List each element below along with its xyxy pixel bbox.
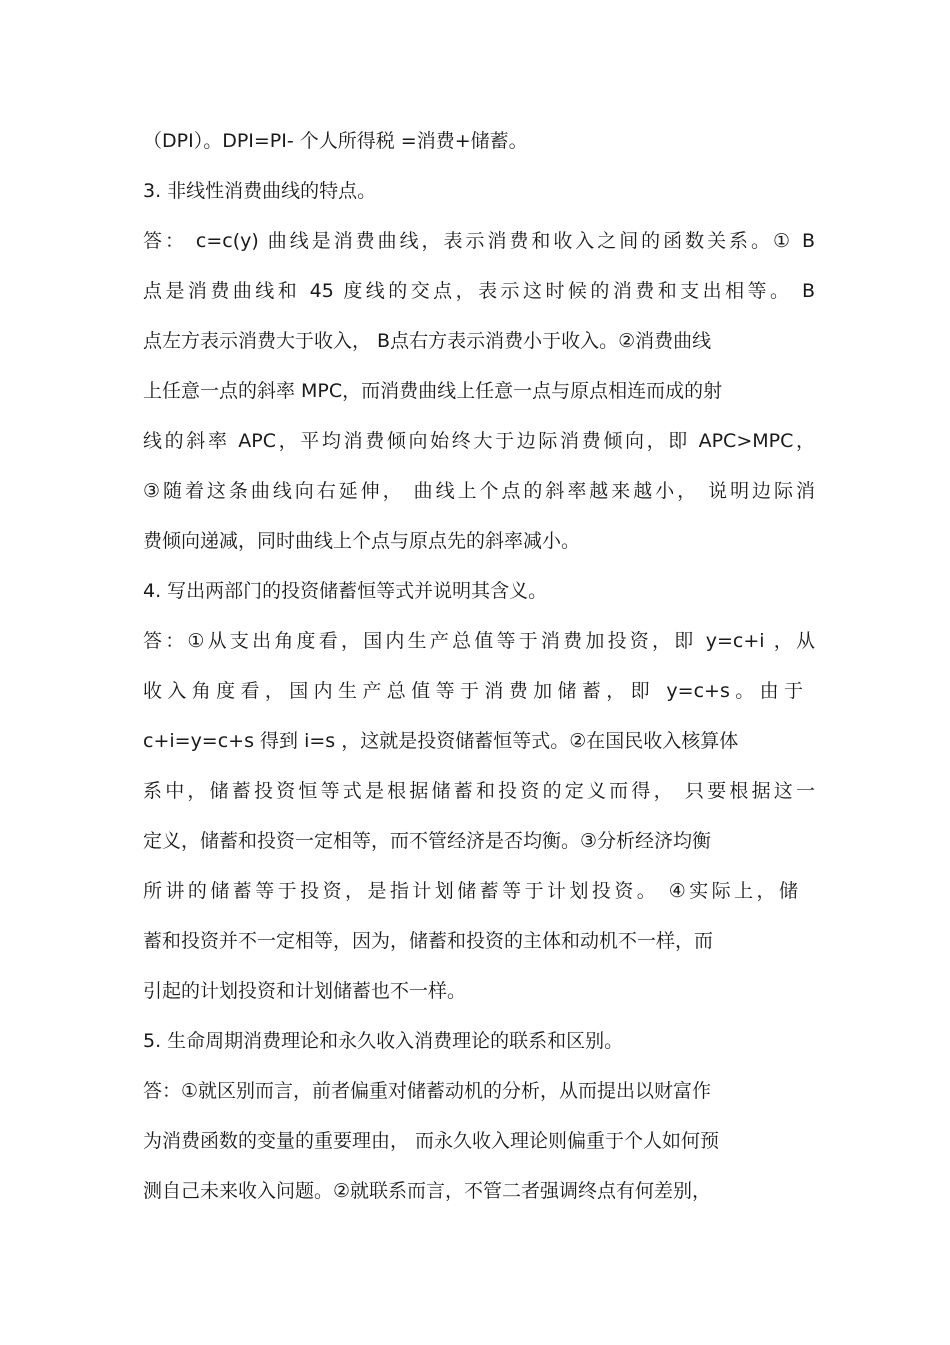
text-line-3: 答： c=c(y) 曲线是消费曲线，表示消费和收入之间的函数关系。① B [143, 230, 815, 252]
text-line-15: 定义，储蓄和投资一定相等，而不管经济是否均衡。③分析经济均衡 [143, 830, 712, 852]
text-line-21: 为消费函数的变量的重要理由， 而永久收入理论则偏重于个人如何预 [143, 1130, 720, 1152]
text-line-4: 点是消费曲线和 45 度线的交点，表示这时候的消费和支出相等。 B [143, 280, 815, 302]
text-line-9: 费倾向递减，同时曲线上个点与原点先的斜率减小。 [143, 530, 581, 552]
text-line-7: 线的斜率 APC，平均消费倾向始终大于边际消费倾向，即 APC>MPC， [143, 430, 815, 452]
text-line-8: ③随着这条曲线向右延伸， 曲线上个点的斜率越来越小， 说明边际消 [143, 480, 815, 502]
text-line-18: 引起的计划投资和计划储蓄也不一样。 [143, 980, 467, 1002]
text-line-11: 答：①从支出角度看，国内生产总值等于消费加投资，即 y=c+i ，从 [143, 630, 815, 652]
text-line-20: 答：①就区别而言，前者偏重对储蓄动机的分析，从而提出以财富作 [143, 1080, 712, 1102]
text-line-12: 收入角度看，国内生产总值等于消费加储蓄，即 y=c+s。由于 [143, 680, 803, 702]
text-line-5: 点左方表示消费大于收入， B点右方表示消费小于收入。②消费曲线 [143, 330, 712, 352]
question-5-heading: 5. 生命周期消费理论和永久收入消费理论的联系和区别。 [143, 1030, 624, 1052]
text-line-1: （DPI）。DPI=PI- 个人所得税 =消费+储蓄。 [143, 130, 528, 152]
text-line-17: 蓄和投资并不一定相等，因为，储蓄和投资的主体和动机不一样，而 [143, 930, 714, 952]
text-line-14: 系中，储蓄投资恒等式是根据储蓄和投资的定义而得， 只要根据这一 [143, 780, 815, 802]
text-line-16: 所讲的储蓄等于投资，是指计划储蓄等于计划投资。 ④实际上，储 [143, 880, 798, 902]
text-line-6: 上任意一点的斜率 MPC，而消费曲线上任意一点与原点相连而成的射 [143, 380, 723, 402]
text-line-13: c+i=y=c+s 得到 i=s ，这就是投资储蓄恒等式。②在国民收入核算体 [143, 730, 739, 752]
question-3-heading: 3. 非线性消费曲线的特点。 [143, 180, 377, 202]
question-4-heading: 4. 写出两部门的投资储蓄恒等式并说明其含义。 [143, 580, 548, 602]
text-line-22: 测自己未来收入问题。②就联系而言，不管二者强调终点有何差别， [143, 1180, 712, 1202]
